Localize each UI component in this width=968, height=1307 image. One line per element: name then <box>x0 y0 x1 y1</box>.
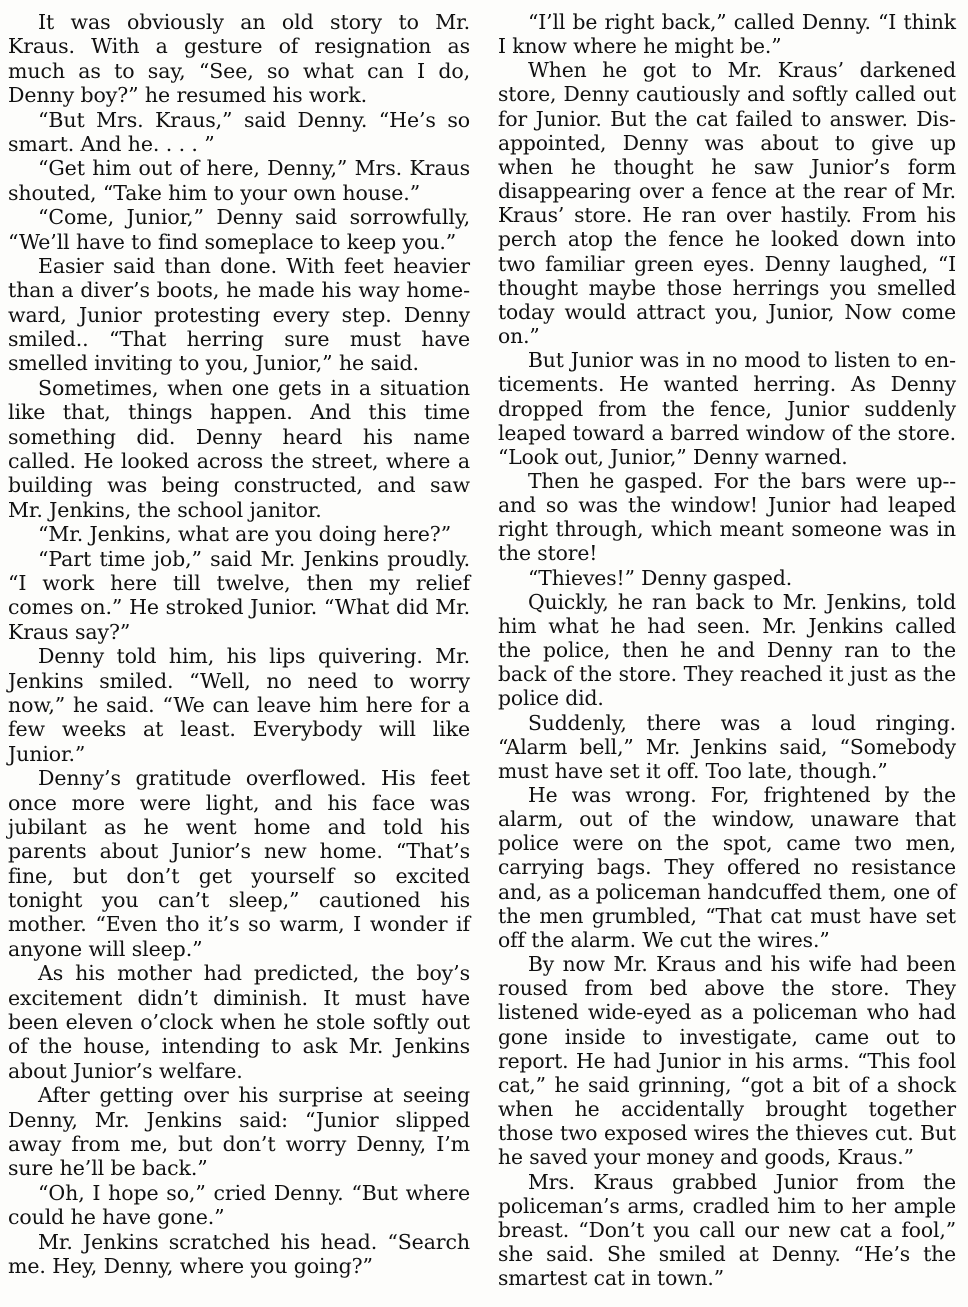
paragraph: Then he gasped. For the bars were up-- and so was the window! Junior had leaped right through, which meant someone was in the store! <box>498 468 956 566</box>
paragraph: “Part time job,” said Mr. Jenkins proudly. “I work here till twelve, then my relief comes on.” He stroked Junior. “What did Mr. Kraus say?” <box>8 546 470 644</box>
paragraph: “Thieves!” Denny gasped. <box>528 565 793 590</box>
paragraph: “Get him out of here, Denny,” Mrs. Kraus shouted, “Take him to your own house.” <box>8 156 470 205</box>
paragraph: He was wrong. For, frightened by the alarm, out of the window, unaware that police were on the spot, came two men, carrying bags. They offered no resistance and, as a policeman handcuffed them, one of the men grumbled, “That cat must have set off the alarm. We cut the wires.” <box>498 783 956 952</box>
paragraph: Suddenly, there was a loud ringing. “Alarm bell,” Mr. Jenkins said, “Somebody must have set it off. Too late, though.” <box>498 710 956 783</box>
paragraph: Mrs. Kraus grabbed Junior from the policeman’s arms, cradled him to her ample breast. “Don’t you call our new cat a fool,” she said. She smiled at Denny. “He’s the smartest cat in town.” <box>498 1169 956 1291</box>
paragraph: It was obviously an old story to Mr. Kraus. With a gesture of resignation as much as to say, “See, so what can I do, Denny boy?” he resumed his work. <box>8 10 470 108</box>
paragraph: After getting over his surprise at seeing Denny, Mr. Jenkins said: “Junior slipped away from me, but don’t worry Denny, I’m sure he’ll be back.” <box>8 1083 470 1181</box>
paragraph: “Come, Junior,” Denny said sorrowfully, “We’ll have to find someplace to keep you.” <box>8 205 470 254</box>
paragraph: Denny told him, his lips quivering. Mr. Jenkins smiled. “Well, no need to worry now,” he said. “We can leave him here for a few weeks at least. Everybody will like Junior.” <box>8 644 470 766</box>
paragraph: But Junior was in no mood to listen to enticements. He wanted herring. As Denny dropped from the fence, Junior suddenly leaped toward a barred window of the store. “Look out, Junior,” Denny warned. <box>498 348 956 469</box>
paragraph: Mr. Jenkins scratched his head. “Search me. Hey, Denny, where you going?” <box>8 1229 470 1278</box>
paragraph: “Mr. Jenkins, what are you doing here?” <box>38 522 452 547</box>
paragraph: As his mother had predicted, the boy’s excitement didn’t diminish. It must have been eleven o’clock when he stole softly out of the house, intending to ask Mr. Jenkins about Junior’s welfare. <box>8 961 470 1083</box>
paragraph: By now Mr. Kraus and his wife had been roused from bed above the store. They listened wide-eyed as a policeman who had gone inside to investigate, came out to report. He had Junior in his arms. “This fool cat,” he said grinning, “got a bit of a shock when he accidentally brought together those two exposed wires the thieves cut. But he saved your money and goods, Kraus.” <box>498 952 956 1170</box>
paragraph: Easier said than done. With feet heavier than a diver’s boots, he made his way homeward, Junior protesting every step. Denny smiled.. “That herring sure must have smelled inviting to you, Junior,” he said. <box>8 253 470 376</box>
paragraph: When he got to Mr. Kraus’ darkened store, Denny cautiously and softly called out for Junior. But the cat failed to answer. Disappointed, Denny was about to give up when he thought he saw Junior’s form disappearing over a fence at the rear of Mr. Kraus’ store. He ran over hastily. From his perch atop the fence he looked down into two familiar green eyes. Denny laughed, “I thought maybe those herrings you smelled today would attract you, Junior, Now come on.” <box>498 58 956 349</box>
paragraph: “Oh, I hope so,” cried Denny. “But where could he have gone.” <box>8 1180 470 1230</box>
left-text-column <box>8 10 470 1278</box>
paragraph: “But Mrs. Kraus,” said Denny. “He’s so smart. And he. . . . ” <box>8 107 470 156</box>
paragraph: Denny’s gratitude overflowed. His feet once more were light, and his face was jubilant as he went home and told his parents about Junior’s new home. “That’s fine, but don’t get yourself so excited tonight you can’t sleep,” cautioned his mother. “Even tho it’s so warm, I wonder if anyone will sleep.” <box>8 766 470 961</box>
paragraph: “I’ll be right back,” called Denny. “I think I know where he might be.” <box>498 10 956 59</box>
paragraph: Quickly, he ran back to Mr. Jenkins, told him what he had seen. Mr. Jenkins called the police, then he and Denny ran to the back of the store. They reached it just as the police did. <box>498 589 956 711</box>
right-text-column <box>498 10 956 1290</box>
paragraph: Sometimes, when one gets in a situation like that, things happen. And this time something did. Denny heard his name called. He looked across the street, where a building was being constructed, and saw Mr. Jenkins, the school janitor. <box>8 375 470 522</box>
